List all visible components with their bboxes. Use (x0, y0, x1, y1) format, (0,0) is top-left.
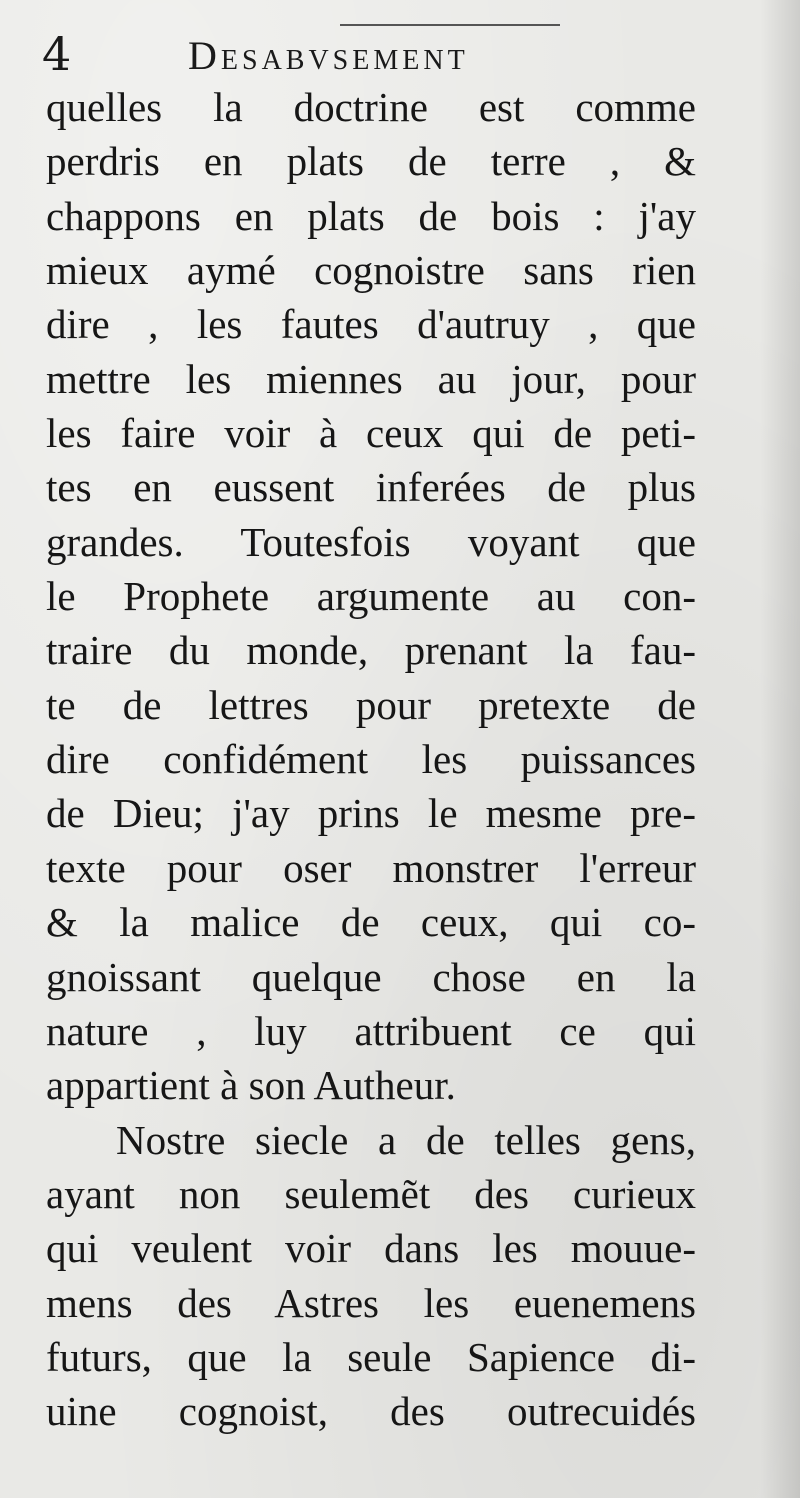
text-line: perdris en plats de terre , & (46, 138, 696, 185)
text-line: mieux aymé cognoistre sans rien (46, 247, 696, 294)
text-line: ayant non seulemẽt des curieux (46, 1170, 696, 1217)
text-line: futurs, que la seule Sapience di- (46, 1333, 696, 1380)
text-line: mettre les miennes au jour, pour (46, 355, 696, 402)
text-line: texte pour oser monstrer l'erreur (46, 844, 696, 891)
paragraph-start-line: Nostre siecle a de telles gens, (116, 1116, 696, 1163)
page-edge-shadow (760, 0, 800, 1498)
text-line: uine cognoist, des outrecuidés (46, 1388, 696, 1435)
text-line: grandes. Toutesfois voyant que (46, 518, 696, 565)
text-line: te de lettres pour pretexte de (46, 681, 696, 728)
text-line: gnoissant quelque chose en la (46, 953, 696, 1000)
text-line: tes en eussent inferées de plus (46, 464, 696, 511)
text-line: traire du monde, prenant la fau- (46, 627, 696, 674)
text-line: dire confidément les puissances (46, 736, 696, 783)
text-line: dire , les fautes d'autruy , que (46, 301, 696, 348)
text-line: de Dieu; j'ay prins le mesme pre- (46, 790, 696, 837)
body-text (46, 80, 696, 1439)
page-number: 4 (42, 27, 72, 81)
header-rule (340, 24, 560, 26)
text-line: nature , luy attribuent ce qui (46, 1007, 696, 1054)
paragraph-end-line: appartient à son Autheur. (46, 1062, 456, 1109)
text-line: les faire voir à ceux qui de peti- (46, 410, 696, 457)
text-line: mens des Astres les euenemens (46, 1279, 696, 1326)
text-line: le Prophete argumente au con- (46, 573, 696, 620)
text-line: & la malice de ceux, qui co- (46, 899, 696, 946)
running-head: Desabvsement (188, 33, 469, 78)
text-line: chappons en plats de bois : j'ay (46, 192, 696, 239)
text-line: quelles la doctrine est comme (46, 84, 696, 130)
text-line: qui veulent voir dans les mouue- (46, 1225, 696, 1272)
page-header (40, 18, 700, 88)
